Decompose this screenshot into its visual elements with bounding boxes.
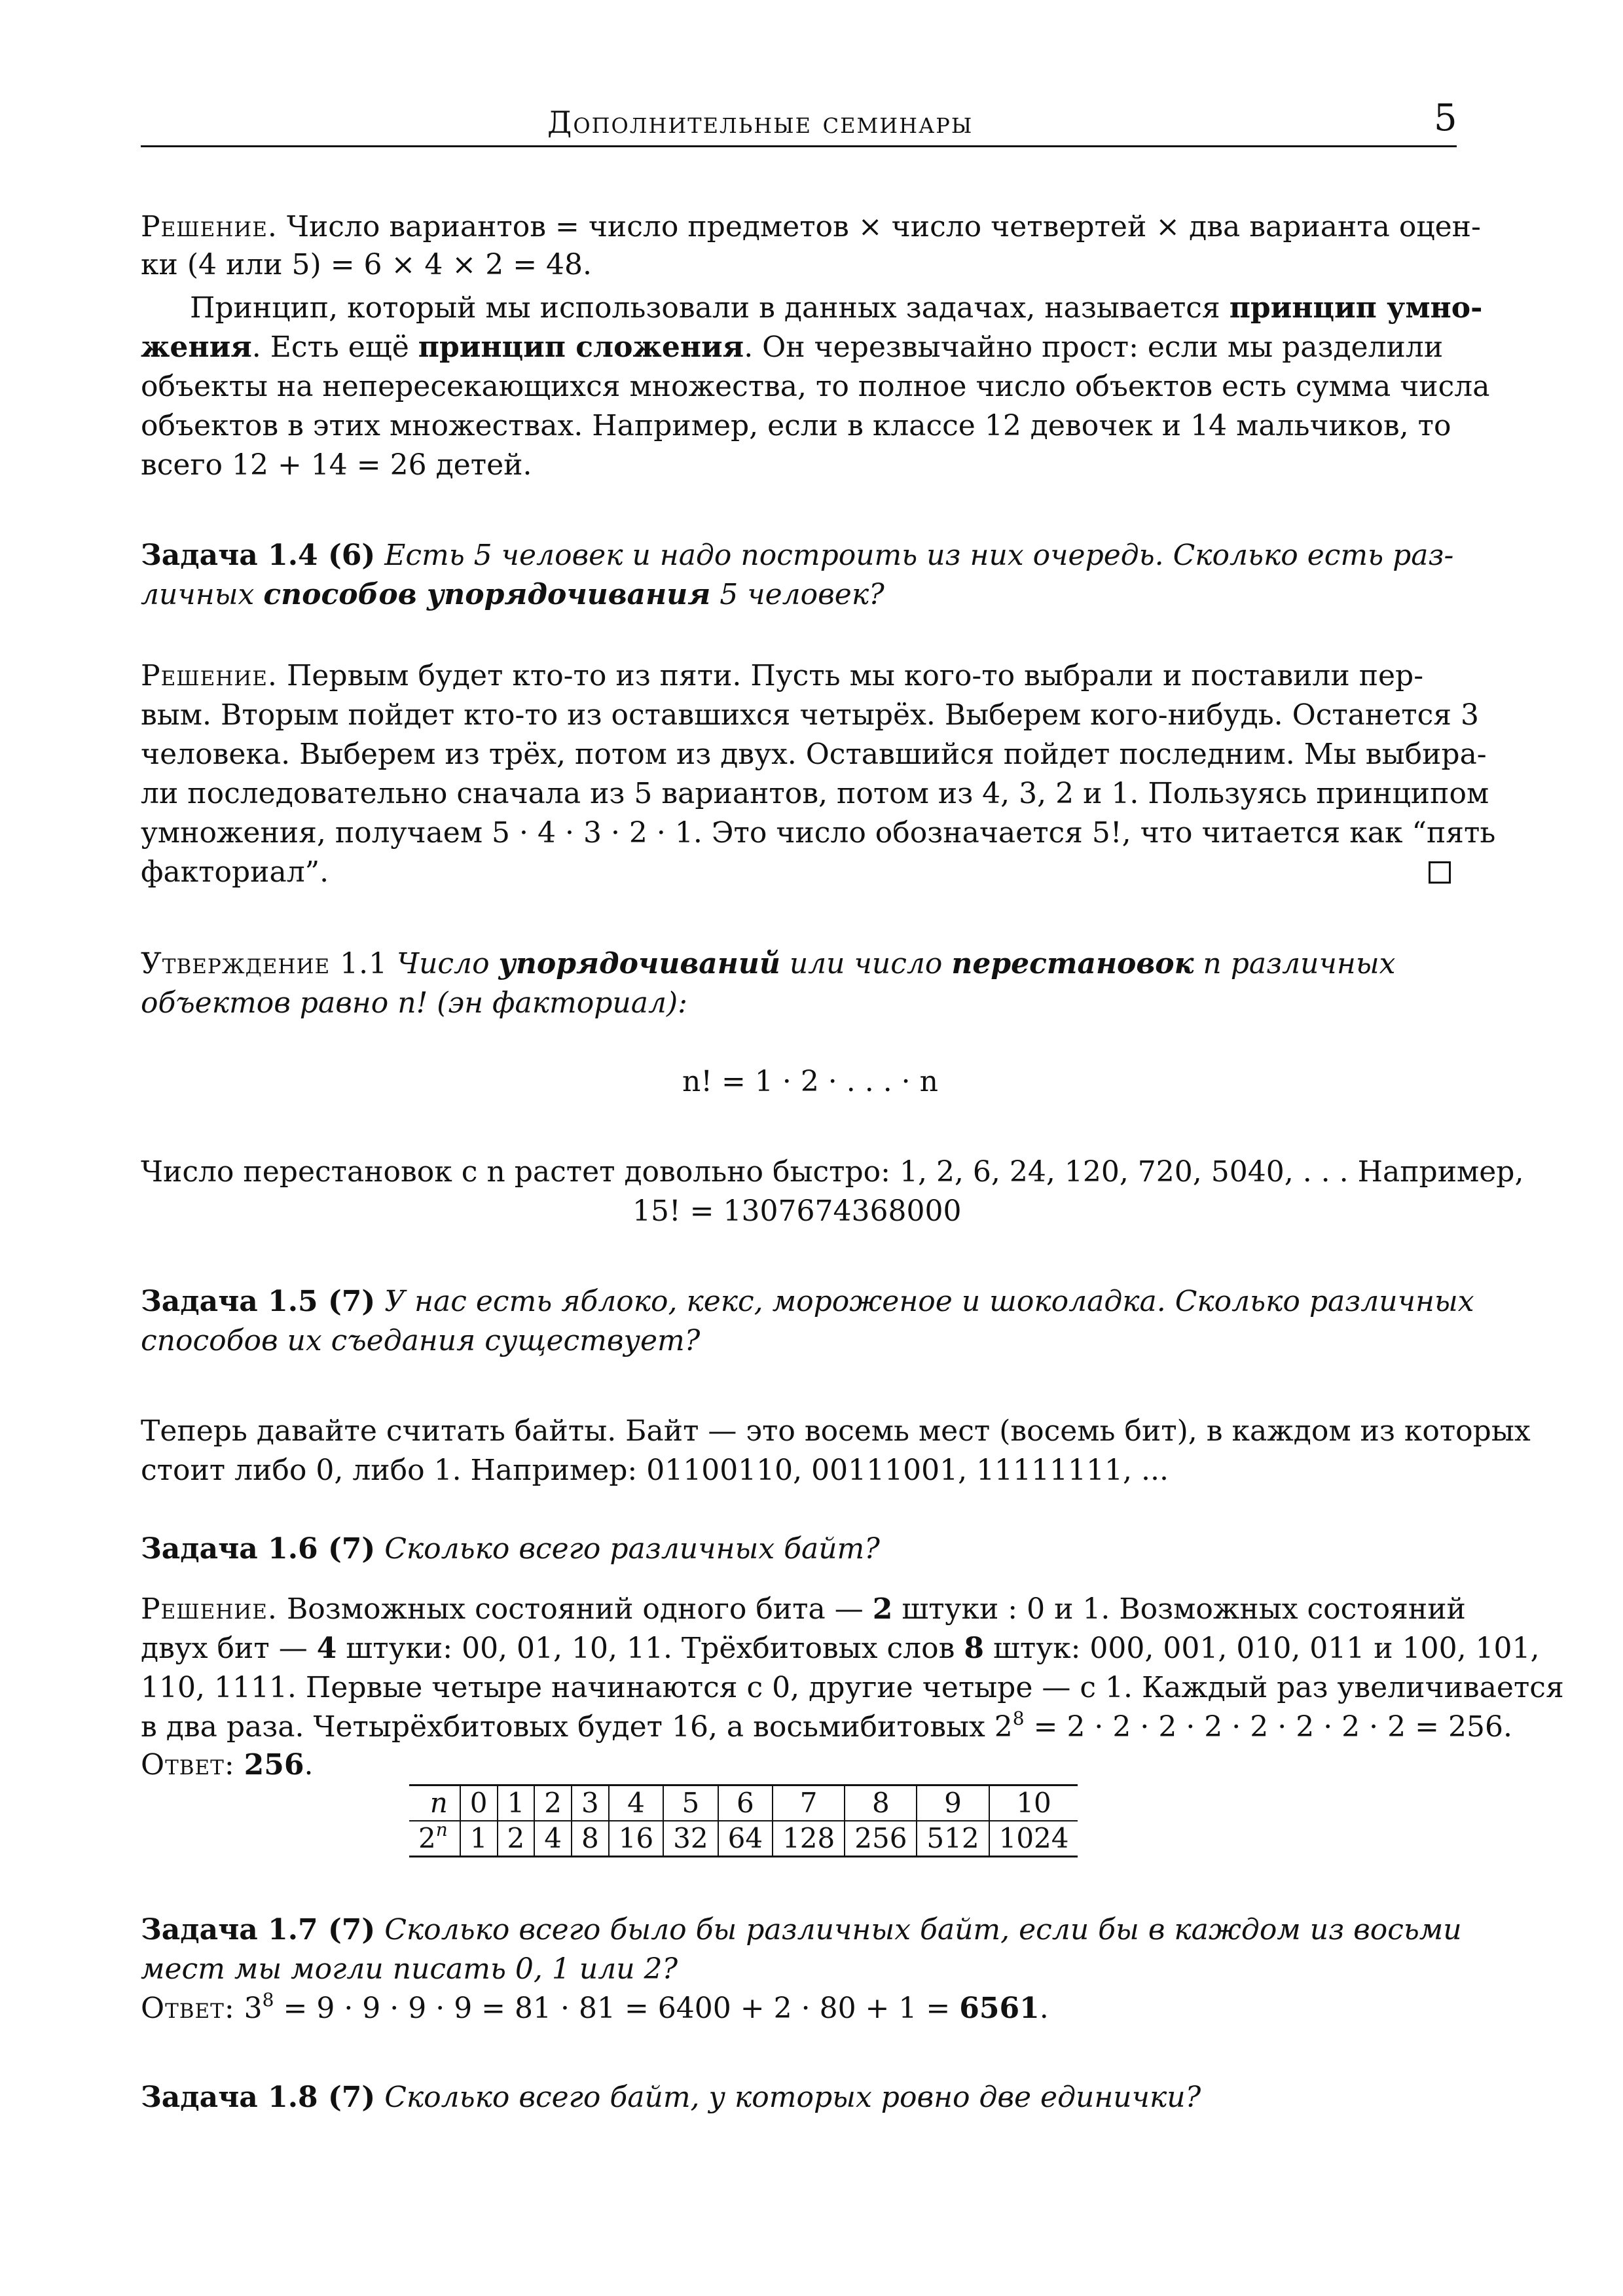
principle-line-1: Принцип, который мы использовали в данных задачах, называется принцип умно-	[190, 291, 1483, 325]
powers-of-two-table	[409, 1784, 1078, 1857]
task-1-6-line-1: Задача 1.6 (7) Сколько всего различных байт?	[141, 1532, 880, 1566]
statement-1-1-line-1: Утверждение 1.1 Число упорядочиваний или число перестановок n различных	[141, 947, 1396, 980]
solution-1-4-line-3: человека. Выберем из трёх, потом из двух. Оставшийся пойдет последним. Мы выбира-	[141, 738, 1487, 771]
task-1-4-line-2: личных способов упорядочивания 5 человек?	[141, 578, 884, 611]
table-cell: 0	[460, 1785, 498, 1821]
table-cell: 512	[917, 1821, 989, 1857]
growth-line-1: Число перестановок с n растет довольно быстро: 1, 2, 6, 24, 120, 720, 5040, . . . Например,	[141, 1155, 1524, 1189]
task-1-8-line-1: Задача 1.8 (7) Сколько всего байт, у которых ровно две единички?	[141, 2081, 1201, 2114]
task-label: Задача 1.4 (6)	[141, 539, 376, 572]
solution-1-6-line-2: двух бит — 4 штуки: 00, 01, 10, 11. Трёхбитовых слов 8 штук: 000, 001, 010, 011 и 100, 101,	[141, 1632, 1540, 1665]
table-cell: 8	[572, 1821, 609, 1857]
table-cell: 5	[663, 1785, 718, 1821]
principle-line-5: всего 12 + 14 = 26 детей.	[141, 448, 532, 482]
table-cell: 6	[718, 1785, 773, 1821]
table-cell: 4	[609, 1785, 663, 1821]
solution-1-6-answer: Ответ: 256.	[141, 1748, 314, 1782]
solution-1-4-line-2: вым. Вторым пойдет кто-то из оставшихся четырёх. Выберем кого-нибудь. Останется 3	[141, 698, 1480, 732]
solution-label: Решение.	[141, 210, 278, 243]
solution-1-6-line-3: 110, 1111. Первые четыре начинаются с 0, другие четыре — с 1. Каждый раз увеличивается	[141, 1671, 1564, 1704]
qed-box-icon	[1429, 861, 1451, 884]
table-cell: 32	[663, 1821, 718, 1857]
header-rule	[141, 145, 1457, 147]
task-1-7-line-1: Задача 1.7 (7) Сколько всего было бы различных байт, если бы в каждом из восьми	[141, 1913, 1462, 1946]
task-1-5-line-1: Задача 1.5 (7) У нас есть яблоко, кекс, мороженое и шоколадка. Сколько различных	[141, 1285, 1474, 1318]
table-cell: 64	[718, 1821, 773, 1857]
table-row-n	[409, 1785, 1078, 1821]
table-cell: 10	[989, 1785, 1078, 1821]
task-1-4-line-1: Задача 1.4 (6) Есть 5 человек и надо построить из них очередь. Сколько есть раз-	[141, 539, 1454, 572]
table-cell: 8	[845, 1785, 917, 1821]
table-cell: 128	[773, 1821, 845, 1857]
solution-1-3-line-1: Решение. Число вариантов = число предметов × число четвертей × два варианта оцен-	[141, 210, 1481, 243]
table-cell: 1	[460, 1821, 498, 1857]
running-header-title: Дополнительные семинары	[547, 105, 974, 140]
solution-1-6-line-1: Решение. Возможных состояний одного бита — 2 штуки : 0 и 1. Возможных состояний	[141, 1592, 1466, 1626]
task-1-7-answer: Ответ: $3^8 = 9 \cdot 9 \cdot 9 \cdot 9 = 81 \cdot 81 = 6400 + 2 \cdot 80 + 1 = 6561$.	[141, 1989, 1049, 2025]
task-1-7-line-2: мест мы могли писать 0, 1 или 2?	[141, 1952, 678, 1986]
factorial-formula: n! = 1 · 2 · . . . · n	[682, 1065, 938, 1098]
principle-line-3: объекты на непересекающихся множества, то полное число объектов есть сумма числа	[141, 370, 1490, 403]
table-cell: 9	[917, 1785, 989, 1821]
page-number: 5	[1434, 97, 1457, 139]
solution-1-3-line-2: ки (4 или 5) = 6 × 4 × 2 = 48.	[141, 248, 593, 281]
table-cell: 7	[773, 1785, 845, 1821]
solution-1-6-line-4: в два раза. Четырёхбитовых будет 16, а восьмибитовых $2^8 = 2 \cdot 2 \cdot 2 \cdot 2 \cdot 2 \cdot 2 \cdot 2 \cdot 2 = 256$.	[141, 1708, 1512, 1744]
table-cell: 2	[534, 1785, 572, 1821]
growth-line-2: 15! = 1307674368000	[632, 1194, 962, 1228]
solution-1-4-line-4: ли последовательно сначала из 5 вариантов, потом из 4, 3, 2 и 1. Пользуясь принципом	[141, 777, 1489, 810]
table-cell: 1024	[989, 1821, 1078, 1857]
solution-1-4-line-5: умножения, получаем 5 · 4 · 3 · 2 · 1. Это число обозначается 5!, что читается как “пять	[141, 816, 1496, 850]
table-cell: 3	[572, 1785, 609, 1821]
table-row-header-pow: 2$^n$	[418, 1819, 448, 1854]
bytes-line-2: стоит либо 0, либо 1. Например: 01100110, 00111001, 11111111, ...	[141, 1454, 1169, 1487]
principle-line-4: объектов в этих множествах. Например, если в классе 12 девочек и 14 мальчиков, то	[141, 409, 1451, 442]
table-row-pow	[409, 1821, 1078, 1857]
table-cell: 1	[498, 1785, 535, 1821]
principle-line-2: жения. Есть ещё принцип сложения. Он черезвычайно прост: если мы разделили	[141, 331, 1444, 364]
table-cell: 256	[845, 1821, 917, 1857]
solution-1-4-line-1: Решение. Первым будет кто-то из пяти. Пусть мы кого-то выбрали и поставили пер-	[141, 659, 1424, 692]
solution-1-4-line-6: факториал”.	[141, 855, 329, 889]
table-cell: 4	[534, 1821, 572, 1857]
statement-1-1-line-2: объектов равно n! (эн факториал):	[141, 986, 687, 1020]
table-cell: 2	[498, 1821, 535, 1857]
task-1-5-line-2: способов их съедания существует?	[141, 1324, 701, 1357]
bytes-line-1: Теперь давайте считать байты. Байт — это восемь мест (восемь бит), в каждом из которых	[141, 1414, 1531, 1448]
table-cell: 16	[609, 1821, 663, 1857]
table-row-header-n: n	[409, 1785, 460, 1821]
